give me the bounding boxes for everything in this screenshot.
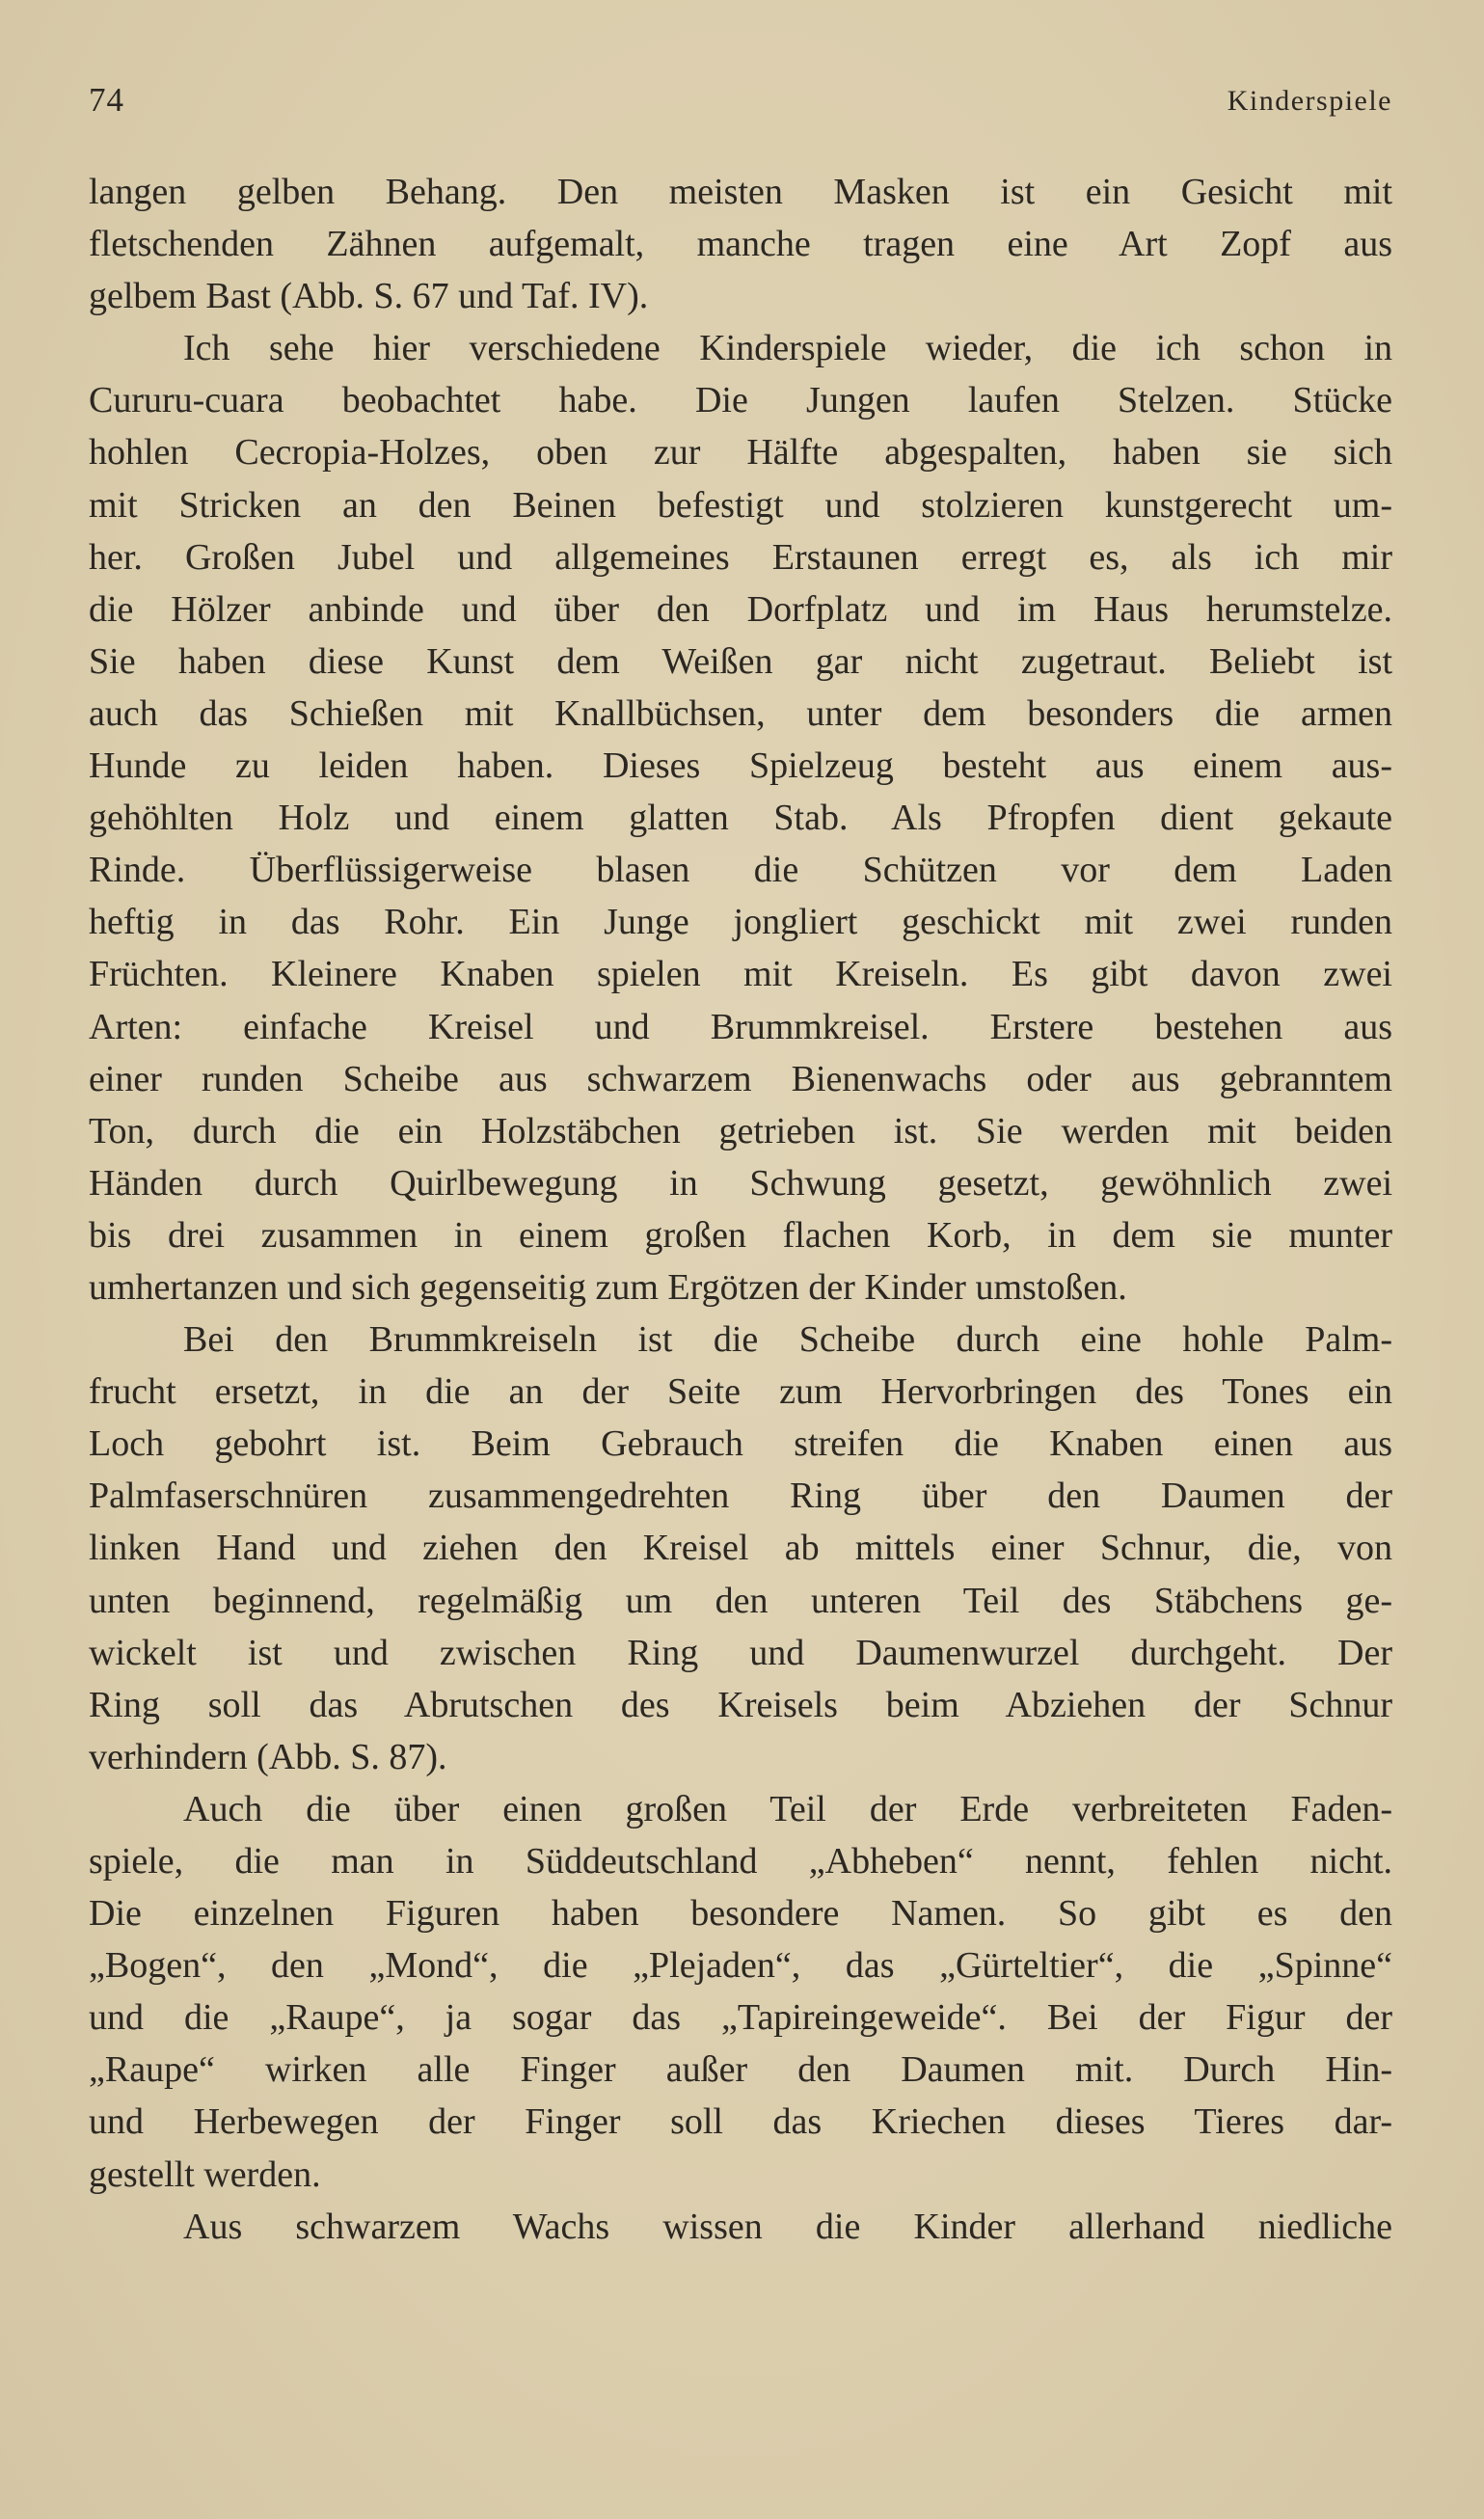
text-line: mit Stricken an den Beinen befestigt und stolzieren kunstgerecht um- bbox=[89, 484, 1392, 526]
text-line: „Bogen“, den „Mond“, die „Plejaden“, das „Gürteltier“, die „Spinne“ bbox=[89, 1945, 1392, 1987]
running-title: Kinderspiele bbox=[1227, 85, 1392, 117]
text-line: die Hölzer anbinde und über den Dorfplatz und im Haus herumstelze. bbox=[89, 588, 1392, 630]
paragraph bbox=[89, 1783, 1392, 2201]
text-line: Die einzelnen Figuren haben besondere Namen. So gibt es den bbox=[89, 1893, 1392, 1935]
text-line: gestellt werden. bbox=[89, 2153, 321, 2195]
text-line: und Herbewegen der Finger soll das Kriechen dieses Tieres dar- bbox=[89, 2101, 1392, 2143]
text-line: bis drei zusammen in einem großen flachen Korb, in dem sie munter bbox=[89, 1214, 1392, 1256]
text-line: Sie haben diese Kunst dem Weißen gar nicht zugetraut. Beliebt ist bbox=[89, 640, 1392, 682]
text-line: Hunde zu leiden haben. Dieses Spielzeug besteht aus einem aus- bbox=[89, 745, 1392, 787]
text-line: frucht ersetzt, in die an der Seite zum Hervorbringen des Tones ein bbox=[89, 1371, 1392, 1413]
paragraph bbox=[89, 1314, 1392, 1783]
text-line: wickelt ist und zwischen Ring und Daumenwurzel durchgeht. Der bbox=[89, 1632, 1392, 1673]
text-line: Ring soll das Abrutschen des Kreisels beim Abziehen der Schnur bbox=[89, 1684, 1392, 1725]
text-line: Ich sehe hier verschiedene Kinderspiele wieder, die ich schon in bbox=[183, 328, 1392, 369]
paragraph bbox=[89, 166, 1392, 322]
text-line: Rinde. Überflüssigerweise blasen die Schützen vor dem Laden bbox=[89, 850, 1392, 891]
text-line: langen gelben Behang. Den meisten Masken ist ein Gesicht mit bbox=[89, 172, 1392, 212]
page-number: 74 bbox=[89, 81, 124, 119]
text-line: her. Großen Jubel und allgemeines Erstaunen erregt es, als ich mir bbox=[89, 536, 1392, 578]
text-line: spiele, die man in Süddeutschland „Abheben“ nennt, fehlen nicht. bbox=[89, 1841, 1392, 1882]
text-line: Händen durch Quirlbewegung in Schwung gesetzt, gewöhnlich zwei bbox=[89, 1162, 1392, 1204]
text-line: fletschenden Zähnen aufgemalt, manche tragen eine Art Zopf aus bbox=[89, 224, 1392, 265]
body-text bbox=[89, 166, 1392, 2253]
text-line: Arten: einfache Kreisel und Brummkreisel. Erstere bestehen aus bbox=[89, 1006, 1392, 1047]
text-line: „Raupe“ wirken alle Finger außer den Daumen mit. Durch Hin- bbox=[89, 2049, 1392, 2091]
text-line: gehöhlten Holz und einem glatten Stab. Als Pfropfen dient gekaute bbox=[89, 798, 1392, 839]
paragraph bbox=[89, 2201, 1392, 2253]
text-line: und die „Raupe“, ja sogar das „Tapireingeweide“. Bei der Figur der bbox=[89, 1997, 1392, 2039]
text-line: hohlen Cecropia-Holzes, oben zur Hälfte abgespalten, haben sie sich bbox=[89, 432, 1392, 474]
text-line: Früchten. Kleinere Knaben spielen mit Kreiseln. Es gibt davon zwei bbox=[89, 954, 1392, 995]
text-line: verhindern (Abb. S. 87). bbox=[89, 1736, 447, 1777]
paragraph bbox=[89, 322, 1392, 1314]
text-line: heftig in das Rohr. Ein Junge jongliert geschickt mit zwei runden bbox=[89, 902, 1392, 943]
text-line: Bei den Brummkreiseln ist die Scheibe durch eine hohle Palm- bbox=[183, 1319, 1392, 1361]
text-line: Ton, durch die ein Holzstäbchen getrieben ist. Sie werden mit beiden bbox=[89, 1110, 1392, 1151]
text-line: Aus schwarzem Wachs wissen die Kinder allerhand niedliche bbox=[183, 2206, 1392, 2247]
text-line: auch das Schießen mit Knallbüchsen, unter dem besonders die armen bbox=[89, 692, 1392, 734]
text-line: Loch gebohrt ist. Beim Gebrauch streifen die Knaben einen aus bbox=[89, 1423, 1392, 1465]
text-line: Cururu-cuara beobachtet habe. Die Jungen laufen Stelzen. Stücke bbox=[89, 380, 1392, 421]
text-line: umhertanzen und sich gegenseitig zum Ergötzen der Kinder umstoßen. bbox=[89, 1266, 1127, 1308]
text-line: Auch die über einen großen Teil der Erde verbreiteten Faden- bbox=[183, 1788, 1392, 1829]
text-line: linken Hand und ziehen den Kreisel ab mittels einer Schnur, die, von bbox=[89, 1528, 1392, 1569]
running-head bbox=[89, 81, 1392, 120]
text-line: Palmfaserschnüren zusammengedrehten Ring über den Daumen der bbox=[89, 1476, 1392, 1517]
text-line: unten beginnend, regelmäßig um den unteren Teil des Stäbchens ge- bbox=[89, 1580, 1392, 1621]
text-line: gelbem Bast (Abb. S. 67 und Taf. IV). bbox=[89, 276, 649, 317]
text-line: einer runden Scheibe aus schwarzem Bienenwachs oder aus gebranntem bbox=[89, 1058, 1392, 1099]
